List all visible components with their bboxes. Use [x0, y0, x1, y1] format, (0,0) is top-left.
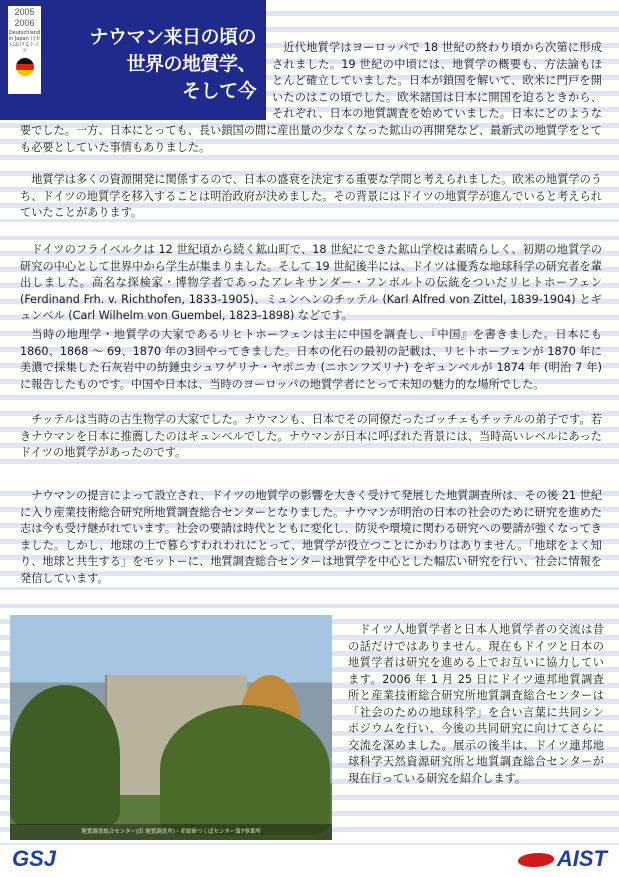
title-line-2: 世界の地質学、 — [126, 53, 256, 75]
title-box — [0, 0, 266, 120]
paragraph-2: 地質学は多くの資源開発に関係するので、日本の盛衰を決定する重要な学問と考えられました。欧米の地質学のうち、ドイツの地質学を移入することは明治政府が決めました。その背景にはドイツの地質学が進んでいると考えられていたことがあります。 — [20, 173, 602, 219]
paragraph-intro-b: 要でした。一方、日本にとっても、長い鎖国の間に産出量の少なくなった鉱山の再開発など、最新式の地質学をとても必要としていた事情もありました。 — [20, 124, 602, 154]
tree-image — [10, 685, 120, 825]
gsj-logo-text: GSJ — [12, 846, 57, 871]
aist-logo-text: AIST — [556, 846, 607, 871]
paragraph-3: ドイツのフライベルクは 12 世紀頃から続く鉱山町で、18 世紀にできた鉱山学校は素晴らしく、初期の地質学の研究の中心として世界中から学生が集まりました。そして 19 世紀後半には、ドイツは優秀な地球科学の研究者を輩出しました。高名な探検家・博物学者であったアレキサンダー・フンボルトの伝統をついだリヒトホーフェン (Ferdinand Frh. v. Richthofen, 1833-1905)、ミュンヘンのチッテル (Karl Alfred von Zittel, 1839-1904) とギュンベル (Carl Wilhelm von Guembel, 1823-1898) などです。 — [20, 243, 602, 322]
page-title — [46, 24, 256, 105]
german-flag-icon — [16, 58, 34, 76]
paragraph-6: ナウマンの提言によって設立され、ドイツの地質学の影響を大きく受けて発展した地質調査所は、その後 21 世紀に入り産業技術総合研究所地質調査総合センターとなりました。ナウマンが明治の日本の社会のために研究を進めた志は今も受け継がれています。社会の要請は時代とともに変化し、防災や環境に関わる研究への要請が強くなってきました。しかし、地球の上で暮らすわれわれにとって、地質学が役立つことにかわりはありません。「地球をよく知り、地球と共生する」をモットーに、地質調査総合センターは地質学を中心とした幅広い研究を行い、社会に情報を発信しています。 — [20, 489, 602, 585]
badge-year-start: 2005 — [14, 7, 35, 17]
badge-text: Deutschland in Japan 日本におけるドイツ — [8, 30, 41, 54]
section-gap — [0, 222, 619, 236]
title-line-3: そして今 — [181, 80, 256, 102]
paragraph-intro-a: 近代地質学はヨーロッパで 18 世紀の終わり頃から次第に形成されました。19 世紀の中頃には、地質学の概要も、方法論もほとんど確立していました。日本が鎖国を解いて、欧米に門戸を開いたのはこの頃でした。欧米諸国は日本に開国を迫るときから、それぞれ、日本の地質調査を始めていました。日本にどのような — [272, 41, 602, 120]
aist-logo — [518, 846, 607, 872]
section-gap — [0, 468, 619, 482]
tree-image — [160, 705, 330, 835]
paragraph-5: チッテルは当時の古生物学の大家でした。ナウマンも、日本でその同僚だったゴッチェもチッテルの弟子です。若きナウマンを日本に推薦したのはギュンベルでした。ナウマンが日本に呼ばれた背景には、当時高いレベルにあったドイツの地質学があったのです。 — [20, 413, 602, 459]
title-line-1: ナウマン来日の頃の — [89, 26, 256, 48]
gsj-logo — [12, 846, 56, 872]
deutschland-in-japan-badge — [8, 6, 41, 94]
photo-caption: 地質調査総合センター(旧 地質調査所)・産総研つくばセンター第7事業所 — [10, 824, 332, 840]
paragraph-7: ドイツ人地質学者と日本人地質学者の交流は昔の話だけではありません。現在もドイツと日本の地質学者は研究を進める上でお互いに協力しています。2006 年 1 月 25 日にドイツ連邦地質調査所と産業技術総合研究所地質調査総合センターは「社会のための地球科学」を合い言葉に共同シンポジウムを行い、今後の共同研究に向けてさらに交流を深めました。展示の後半は、ドイツ連邦地球科学天然資源研究所と地質調査総合センターが現在行っている研究を紹介します。 — [348, 623, 604, 785]
aist-swoosh-icon — [515, 853, 556, 867]
section-gap — [0, 590, 619, 604]
paragraph-4: 当時の地理学・地質学の大家であるリヒトホーフェンは主に中国を調査し、『中国』を書きました。日本にも 1860、1868 ～ 69、1870 年の3回やってきました。日本の化石の最初の記載は、リヒトホーフェンが 1870 年に美濃で採集した石灰岩中の紡錘虫シュワゲリナ・ヤポニカ (ニホンフズリナ) をギュンベルが 1874 年 (明治 7 年) に報告したものです。中国や日本は、当時のヨーロッパの地質学者にとって未知の魅力的な場所でした。 — [20, 328, 602, 391]
gsj-building-photo — [10, 615, 332, 840]
badge-year-end: 2006 — [14, 18, 35, 28]
